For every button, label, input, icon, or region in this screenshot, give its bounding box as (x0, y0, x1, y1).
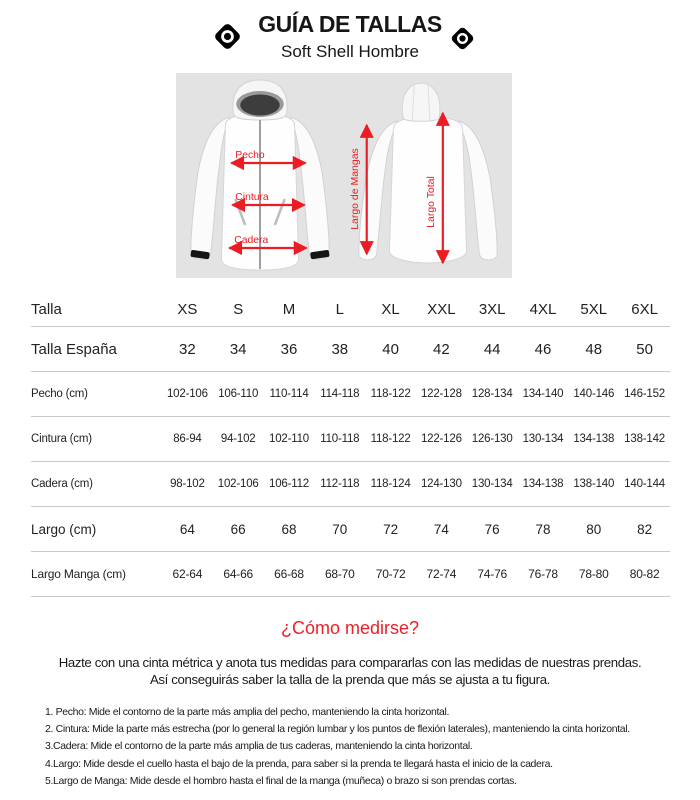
size-cell: 98-102 (170, 478, 205, 490)
size-cell: 94-102 (220, 433, 256, 445)
size-cell: L (335, 300, 344, 318)
size-cell: 74 (433, 521, 449, 537)
size-cell: 110-118 (320, 433, 360, 445)
table-row (31, 552, 670, 597)
page-header (0, 0, 700, 62)
size-cell: 70 (332, 521, 348, 537)
size-cell: 110-114 (269, 388, 309, 400)
row-label: Cintura (cm) (31, 433, 92, 445)
size-cell: 72 (383, 521, 399, 537)
table-row (31, 372, 670, 417)
size-cell: 102-110 (269, 433, 309, 445)
size-cell: 106-110 (218, 388, 259, 400)
size-cell: 40 (382, 340, 399, 358)
jacket-back-illustration (350, 83, 497, 263)
size-cell: 64 (179, 521, 195, 537)
size-cell: 32 (179, 340, 196, 358)
size-cell: 68 (281, 521, 297, 537)
size-table-body (31, 292, 670, 597)
size-cell: 122-128 (420, 388, 462, 400)
diamond-lens-icon (449, 25, 476, 52)
size-cell: 146-152 (624, 388, 665, 400)
sleeve-length-arrow-label: Largo de Mangas (349, 148, 361, 230)
size-cell: 124-130 (420, 478, 462, 490)
how-to-measure-heading: ¿Cómo medirse? (280, 618, 420, 638)
size-cell: 106-112 (269, 478, 309, 490)
measure-step: 4.Largo: Mide desde el cuello hasta el bajo de la prenda, para saber si la prenda te llegará hasta el inicio de la cadera. (45, 757, 553, 770)
row-label: Cadera (cm) (31, 478, 93, 490)
jacket-back-hood (402, 83, 440, 121)
size-cell: 114-118 (320, 388, 360, 400)
size-cell: 140-146 (573, 388, 615, 400)
size-cell: 66-68 (274, 567, 304, 581)
size-cell: 76 (484, 521, 500, 537)
size-cell: 128-134 (471, 388, 513, 400)
size-cell: 76-78 (528, 567, 558, 581)
how-to-measure-section (0, 618, 700, 688)
hood-interior (240, 95, 280, 116)
size-cell: 82 (637, 521, 653, 537)
size-cell: 134-138 (522, 478, 564, 490)
measure-intro-line2: Así conseguirás saber la talla de la prenda que más se ajusta a tu figura. (149, 671, 551, 687)
size-cell: 36 (280, 340, 298, 358)
measure-step: 5.Largo de Manga: Mide desde el hombro hasta el final de la manga (muñeca) o brazo si son prendas cortas. (45, 774, 517, 787)
size-cell: 3XL (478, 300, 506, 318)
row-label: Largo Manga (cm) (31, 567, 126, 581)
total-length-arrow-label: Largo Total (425, 176, 437, 228)
size-cell: 102-106 (166, 388, 208, 400)
size-cell: 122-126 (420, 433, 462, 445)
page-subtitle: Soft Shell Hombre (281, 42, 419, 61)
page-title: GUÍA DE TALLAS (258, 11, 442, 37)
chest-arrow-label: Pecho (235, 149, 265, 162)
size-cell: 130-134 (522, 433, 564, 445)
hip-arrow-label: Cadera (234, 234, 269, 247)
size-cell: 80 (586, 521, 602, 537)
size-cell: 62-64 (172, 567, 203, 581)
table-row (31, 327, 670, 372)
size-cell: 78 (535, 521, 551, 537)
size-cell: 70-72 (375, 567, 406, 581)
size-cell: 130-134 (471, 478, 513, 490)
size-cell: 78-80 (578, 567, 609, 581)
table-row (31, 507, 670, 552)
size-cell: 38 (331, 340, 349, 358)
size-cell: 126-130 (471, 433, 513, 445)
size-cell: 102-106 (217, 478, 259, 490)
size-cell: 80-82 (629, 567, 660, 581)
size-cell: 68-70 (324, 567, 355, 581)
size-cell: 66 (230, 521, 246, 537)
measure-step: 2. Cintura: Mide la parte más estrecha (por lo general la región lumbar y los puntos de flexión laterales), manteniendo la cinta horizontal. (45, 723, 630, 736)
size-cell: M (282, 300, 296, 318)
diamond-lens-icon (212, 21, 243, 52)
size-cell: XL (381, 300, 400, 318)
size-cell: 86-94 (173, 433, 202, 445)
size-cell: 44 (483, 340, 501, 358)
size-cell: 64-66 (223, 567, 254, 581)
measure-steps (45, 704, 630, 790)
size-cell: 118-122 (370, 388, 411, 400)
size-cell: XXL (427, 300, 456, 318)
size-cell: 46 (534, 340, 552, 358)
measure-intro-line1: Hazte con una cinta métrica y anota tus medidas para compararlas con las medidas de nuestras prendas. (58, 655, 642, 670)
size-cell: 4XL (529, 300, 557, 318)
row-label: Largo (cm) (31, 521, 97, 537)
jacket-measure-diagram (176, 73, 512, 278)
table-row (31, 417, 670, 462)
size-cell: S (233, 300, 244, 318)
size-cell: 112-118 (320, 478, 360, 490)
size-cell: 134-138 (573, 433, 615, 445)
size-cell: 140-144 (624, 478, 665, 490)
size-cell: XS (177, 300, 198, 318)
size-cell: 48 (585, 340, 603, 358)
size-cell: 134-140 (522, 388, 564, 400)
table-row (31, 292, 670, 327)
jacket-front-illustration (190, 80, 329, 270)
measure-step: 3.Cadera: Mide el contorno de la parte más amplia de tus caderas, manteniendo la cinta horizontal. (45, 740, 473, 753)
size-cell: 138-142 (624, 433, 665, 445)
row-label: Pecho (cm) (31, 388, 88, 400)
row-label: Talla (31, 300, 62, 318)
size-cell: 42 (433, 340, 450, 358)
waist-arrow-label: Cintura (235, 191, 269, 204)
table-row (31, 462, 670, 507)
size-cell: 72-74 (426, 567, 457, 581)
size-table (31, 292, 670, 597)
size-cell: 74-76 (477, 567, 508, 581)
size-cell: 34 (229, 340, 247, 358)
size-cell: 138-140 (573, 478, 615, 490)
size-cell: 118-122 (370, 433, 411, 445)
measure-step: 1. Pecho: Mide el contorno de la parte más amplia del pecho, manteniendo la cinta horizontal. (45, 706, 450, 718)
size-cell: 5XL (580, 300, 608, 318)
row-label: Talla España (31, 340, 117, 358)
size-cell: 6XL (631, 300, 658, 318)
size-cell: 50 (636, 340, 653, 358)
size-cell: 118-124 (370, 478, 411, 490)
